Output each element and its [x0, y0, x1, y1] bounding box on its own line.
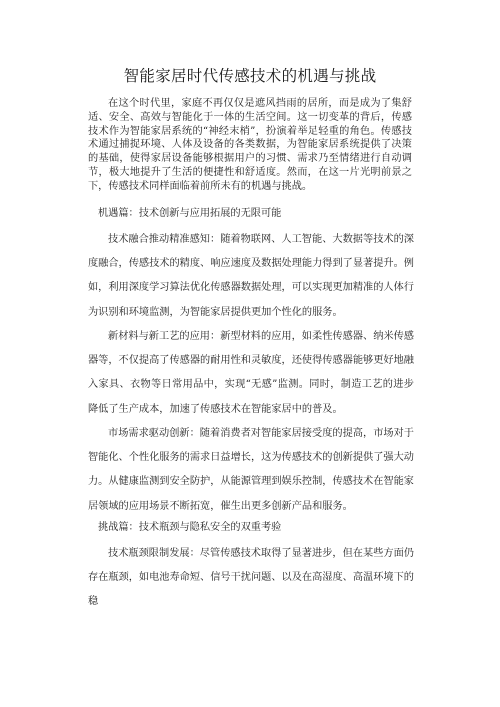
paragraph-new-materials: 新材料与新工艺的应用：新型材料的应用，如柔性传感器、纳米传感器等，不仅提高了传感器的耐用性和灵敏度，还使得传感器能够更好地融入家具、衣物等日常用品中，实现“无感”监测。同时，制造工艺的进步降低了生产成本，加速了传感技术在智能家居中的普及。 [88, 331, 414, 415]
section-heading-opportunities: 机遇篇：技术创新与应用拓展的无限可能 [98, 208, 282, 219]
section-heading-challenges: 挑战篇：技术瓶颈与隐私安全的双重考验 [98, 522, 282, 533]
intro-paragraph: 在这个时代里，家庭不再仅仅是遮风挡雨的居所，而是成为了集舒适、安全、高效与智能化于一体的生活空间。这一切变革的背后，传感技术作为智能家居系统的“神经末梢”，扮演着举足轻重的角色。传感技术通过捕捉环境、人体及设备的各类数据，为智能家居系统提供了决策的基础，使得家居设备能够根据用户的习惯、需求乃至情绪进行自动调节，极大地提升了生活的便捷性和舒适度。然而，在这一片光明前景之下，传感技术同样面临着前所未有的机遇与挑战。 [88, 98, 412, 192]
paragraph-tech-bottleneck: 技术瓶颈限制发展：尽管传感技术取得了显著进步，但在某些方面仍存在瓶颈，如电池寿命短、信号干扰问题、以及在高湿度、高温环境下的稳 [88, 548, 414, 608]
document-title: 智能家居时代传感技术的机遇与挑战 [123, 67, 377, 85]
paragraph-market-demand: 市场需求驱动创新：随着消费者对智能家居接受度的提高，市场对于智能化、个性化服务的需求日益增长，这为传感技术的创新提供了强大动力。从健康监测到安全防护，从能源管理到娱乐控制，传感技术在智能家居领域的应用场景不断拓宽，催生出更多创新产品和服务。 [88, 428, 414, 512]
paragraph-tech-fusion: 技术融合推动精准感知：随着物联网、人工智能、大数据等技术的深度融合，传感技术的精度、响应速度及数据处理能力得到了显著提升。例如，利用深度学习算法优化传感器数据处理，可以实现更加精准的人体行为识别和环境监测，为智能家居提供更加个性化的服务。 [88, 234, 414, 318]
